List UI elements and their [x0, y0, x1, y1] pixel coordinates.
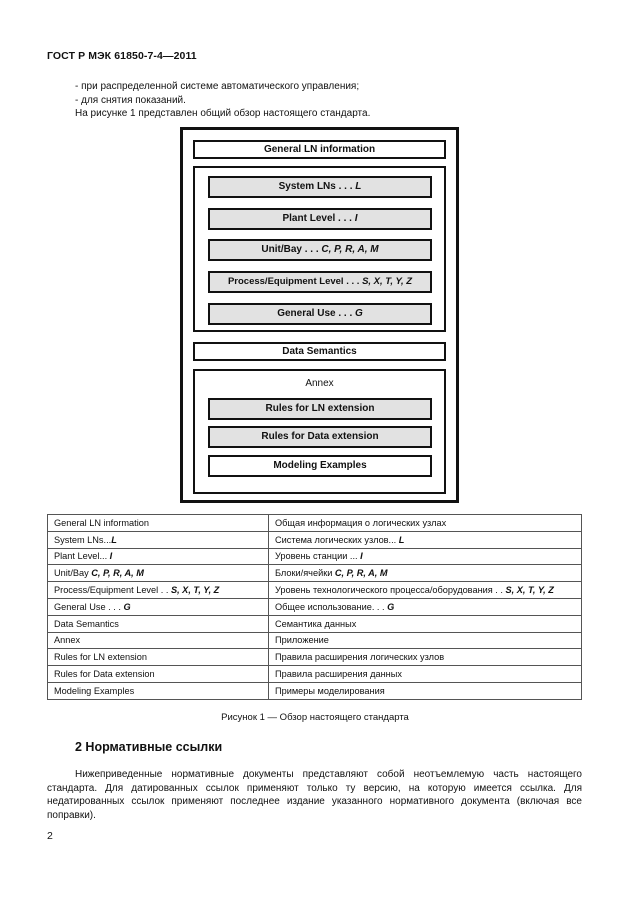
table-cell-en-text: Plant Level... [54, 551, 110, 562]
section-heading: 2 Нормативные ссылки [75, 740, 223, 754]
table-row [48, 565, 582, 582]
table-cell-en [48, 666, 269, 683]
table-cell-ru-text: Уровень станции ... [275, 551, 361, 562]
table-cell-en-text: Process/Equipment Level . . [54, 585, 171, 596]
table-cell-en [48, 682, 269, 699]
table-cell-ru-text: Блоки/ячейки [275, 568, 335, 579]
table-cell-en [48, 582, 269, 599]
table-cell-ru-letters: G [387, 601, 395, 612]
page-number: 2 [47, 830, 53, 842]
intro-line-1: - при распределенной системе автоматического управления; [75, 81, 360, 92]
intro-line-3: На рисунке 1 представлен общий обзор настоящего стандарта. [75, 108, 371, 119]
table-row [48, 515, 582, 532]
system-lns-box: System LNs . . . L [208, 176, 432, 198]
unit-bay-box: Unit/Bay . . . C, P, R, A, M [208, 239, 432, 261]
process-level-box: Process/Equipment Level . . . S, X, T, Y, Z [208, 271, 432, 293]
table-cell-ru [269, 632, 582, 649]
table-cell-en-text: General LN information [54, 517, 149, 528]
table-cell-ru [269, 666, 582, 683]
table-cell-en [48, 598, 269, 615]
table-cell-ru-text: Приложение [275, 635, 329, 646]
modeling-examples-box: Modeling Examples [208, 455, 432, 477]
table-cell-ru-text: Общая информация о логических узлах [275, 517, 447, 528]
table-cell-en [48, 565, 269, 582]
table-cell-en-text: Annex [54, 635, 81, 646]
table-cell-en-text: System LNs... [54, 534, 112, 545]
table-row [48, 632, 582, 649]
table-row [48, 582, 582, 599]
rules-data-extension-box: Rules for Data extension [208, 426, 432, 448]
table-cell-en-text: Modeling Examples [54, 685, 135, 696]
table-cell-ru [269, 565, 582, 582]
table-cell-en-text: Data Semantics [54, 618, 119, 629]
general-ln-box: General LN information [193, 140, 446, 159]
table-cell-ru [269, 515, 582, 532]
table-cell-ru-text: Правила расширения данных [275, 669, 402, 680]
table-row [48, 666, 582, 683]
section-paragraph: Нижеприведенные нормативные документы представляют собой неотъемлемую часть настоящего стандарта. Для датированных ссылок применяют только ту версию, на которую имеется ссылка. Для недатированных ссылок применяют последнее издание указанного нормативного документа (включая все поправки). [47, 769, 582, 821]
table-row [48, 615, 582, 632]
table-row [48, 649, 582, 666]
table-cell-ru-text: Уровень технологического процесса/оборудования . . [275, 585, 506, 596]
table-cell-ru-text: Правила расширения логических узлов [275, 652, 445, 663]
table-cell-en-letters: L [111, 534, 117, 545]
table-row [48, 548, 582, 565]
table-cell-ru [269, 649, 582, 666]
table-cell-en-letters: C, P, R, A, M [91, 568, 144, 579]
table-cell-ru-letters: S, X, T, Y, Z [505, 585, 554, 596]
table-cell-en [48, 632, 269, 649]
table-cell-ru [269, 598, 582, 615]
table-cell-ru-text: Примеры моделирования [275, 685, 385, 696]
plant-level-box: Plant Level . . . I [208, 208, 432, 230]
table-cell-en-text: General Use . . . [54, 601, 124, 612]
table-cell-en [48, 615, 269, 632]
document-header: ГОСТ Р МЭК 61850-7-4—2011 [47, 50, 197, 62]
table-cell-ru [269, 682, 582, 699]
ln-groups-frame [193, 166, 446, 332]
table-cell-en-letters: G [123, 601, 131, 612]
table-row [48, 531, 582, 548]
table-cell-en-letters: I [109, 551, 113, 562]
table-cell-en-text: Rules for Data extension [54, 669, 155, 680]
table-cell-ru-text: Семантика данных [275, 618, 357, 629]
table-cell-ru-letters: L [398, 534, 405, 545]
rules-ln-extension-box: Rules for LN extension [208, 398, 432, 420]
table-cell-en [48, 531, 269, 548]
overview-diagram [180, 127, 459, 503]
table-cell-en [48, 548, 269, 565]
table-cell-ru [269, 582, 582, 599]
table-cell-en-letters: S, X, T, Y, Z [170, 585, 220, 596]
table-cell-ru [269, 615, 582, 632]
intro-line-2: - для снятия показаний. [75, 95, 186, 106]
table-cell-en-text: Rules for LN extension [54, 652, 147, 663]
data-semantics-box: Data Semantics [193, 342, 446, 361]
table-row [48, 598, 582, 615]
table-cell-ru-letters: I [360, 551, 363, 562]
table-cell-ru-text: Система логических узлов... [275, 534, 399, 545]
table-cell-en-text: Unit/Bay [54, 568, 92, 579]
annex-frame [193, 369, 446, 494]
table-cell-en [48, 515, 269, 532]
figure-caption: Рисунок 1 — Обзор настоящего стандарта [221, 712, 409, 723]
translation-table [47, 514, 582, 700]
general-use-box: General Use . . . G [208, 303, 432, 325]
table-cell-en [48, 649, 269, 666]
annex-label: Annex [305, 378, 334, 389]
table-cell-ru-text: Общее использование. . . [275, 601, 388, 612]
table-cell-ru-letters: C, P, R, A, M [334, 568, 388, 579]
table-cell-ru [269, 548, 582, 565]
table-row [48, 682, 582, 699]
table-cell-ru [269, 531, 582, 548]
